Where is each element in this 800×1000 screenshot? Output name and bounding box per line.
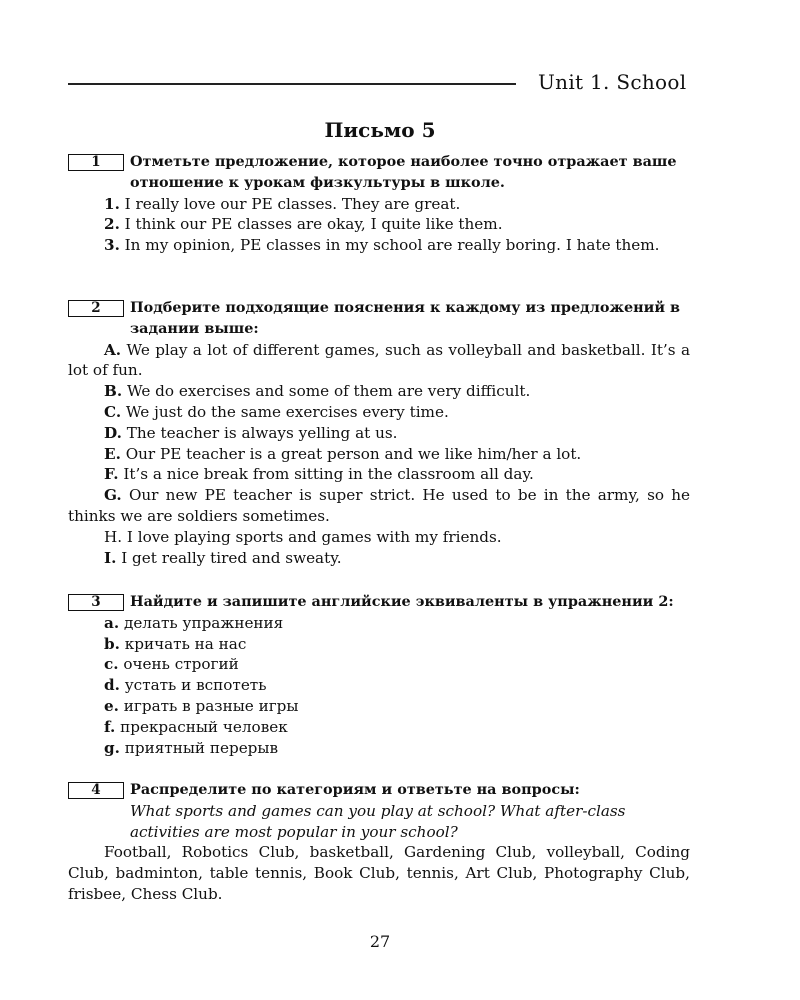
list-item: I. I get really tired and sweaty. (104, 548, 342, 567)
list-item: 2. I think our PE classes are okay, I quite like them. (104, 215, 503, 234)
list-item: H. I love playing sports and games with my friends. (104, 527, 502, 546)
exercise-number-box: 4 (68, 782, 124, 799)
exercise-1 (68, 152, 690, 256)
list-item: b. кричать на нас (104, 634, 247, 653)
task-instruction: Подберите подходящие пояснения к каждому из предложений в задании выше: (130, 299, 681, 337)
header-rule (68, 83, 516, 85)
exercise-4-task (68, 780, 690, 842)
exercise-2 (68, 298, 690, 568)
list-item: F. It’s a nice break from sitting in the classroom all day. (104, 465, 534, 484)
task-instruction: Найдите и запишите английские эквиваленты в упражнении 2: (130, 593, 674, 610)
list-item: 1. I really love our PE classes. They are great. (104, 194, 461, 213)
exercise-4 (68, 780, 690, 905)
list-item: f. прекрасный человек (104, 717, 288, 736)
task-instruction: Отметьте предложение, которое наиболее точно отражает ваше отношение к урокам физкультуры в школе. (130, 153, 677, 191)
exercise-number-box: 1 (68, 154, 124, 171)
list-item: d. устать и вспотеть (104, 676, 267, 695)
list-item: A. We play a lot of different games, such as volleyball and basketball. It’s a lot of fun. (68, 340, 690, 380)
list-item: g. приятный перерыв (104, 738, 279, 757)
list-item: c. очень строгий (104, 655, 239, 674)
list-item: E. Our PE teacher is a great person and we like him/her a lot. (104, 444, 582, 463)
page-number: 27 (369, 932, 391, 951)
exercise-3 (68, 592, 690, 758)
unit-title: Unit 1. School (538, 70, 687, 94)
exercise-2-task (68, 298, 690, 340)
list-item: G. Our new PE teacher is super strict. He used to be in the army, so he thinks we are soldiers sometimes. (68, 486, 690, 525)
list-item: B. We do exercises and some of them are very difficult. (104, 382, 531, 401)
exercise-1-task (68, 152, 690, 194)
activities-text: Football, Robotics Club, basketball, Gardening Club, volleyball, Coding Club, badminton, table tennis, Book Club, tennis, Art Club, Photography Club, frisbee, Chess Club. (68, 843, 690, 903)
exercise-number-box: 3 (68, 594, 124, 611)
exercise-3-task (68, 592, 690, 613)
list-item: C. We just do the same exercises every time. (104, 402, 449, 421)
list-item: D. The teacher is always yelling at us. (104, 423, 398, 442)
list-item: 3. In my opinion, PE classes in my school are really boring. I hate them. (104, 236, 660, 255)
list-item: a. делать упражнения (104, 613, 284, 632)
exercise-number-box: 2 (68, 300, 124, 317)
list-item: e. играть в разные игры (104, 696, 299, 715)
task-question: What sports and games can you play at school? What after-class activities are most popular in your school? (130, 801, 626, 841)
page-title: Письмо 5 (324, 118, 436, 142)
task-instruction: Распределите по категориям и ответьте на вопросы: (130, 781, 580, 798)
